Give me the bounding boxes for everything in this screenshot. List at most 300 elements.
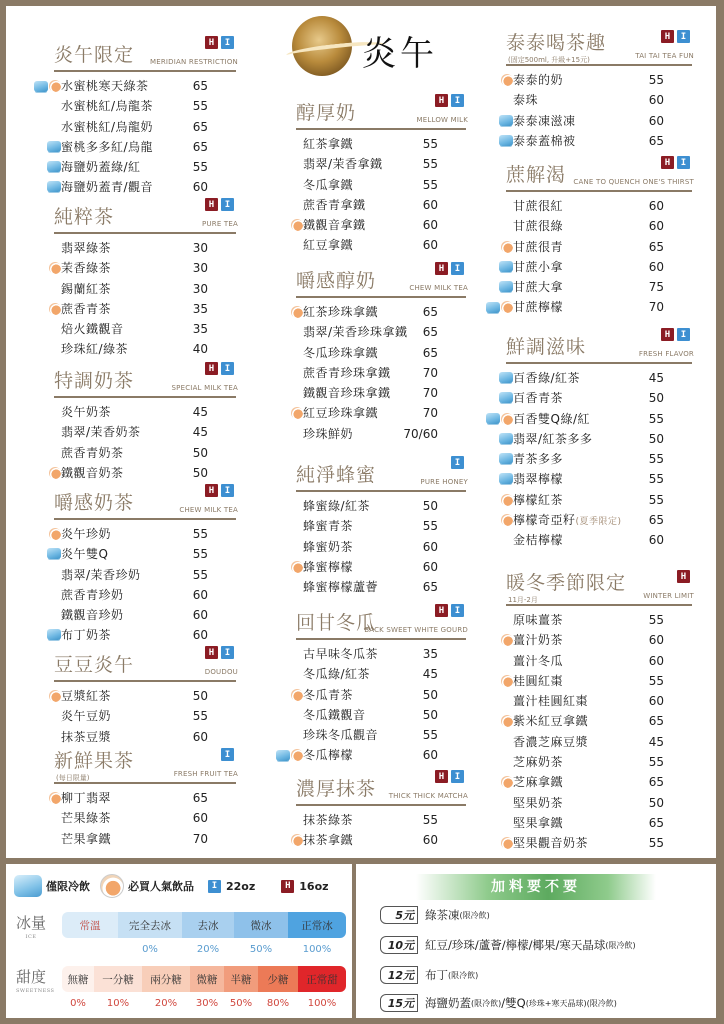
item-price: 70 xyxy=(648,300,664,315)
menu-item-list xyxy=(20,686,246,747)
menu-item[interactable] xyxy=(20,117,246,137)
addon-name: 綠茶凍 xyxy=(425,908,460,922)
thumbs-up-icon xyxy=(49,467,61,479)
thumbs-up-icon xyxy=(501,514,513,526)
item-price: 65 xyxy=(192,139,208,154)
size-badges xyxy=(435,770,464,783)
addons-title: 加料要不要 xyxy=(416,874,656,900)
menu-item[interactable] xyxy=(20,565,246,585)
ice-cube-icon xyxy=(47,548,61,559)
scale-percentage: 80% xyxy=(266,998,290,1009)
menu-item[interactable] xyxy=(472,630,702,650)
item-price: 60 xyxy=(422,539,438,554)
ice-cube-icon xyxy=(499,281,513,292)
item-icons xyxy=(499,392,513,403)
thumbs-up-icon xyxy=(291,306,303,318)
item-price: 50 xyxy=(422,499,438,513)
scale-level: 少糖 xyxy=(258,966,298,992)
thumbs-up-icon xyxy=(291,219,303,231)
menu-item[interactable] xyxy=(262,705,476,725)
addon-item xyxy=(380,994,617,1012)
item-price: 30 xyxy=(192,281,208,296)
item-name: 泰泰凍滋凍 xyxy=(513,113,576,128)
item-name: 炎午雙Q xyxy=(61,547,109,562)
item-icons xyxy=(49,467,61,479)
thumbs-up-icon xyxy=(49,303,61,315)
menu-item[interactable] xyxy=(20,829,246,849)
item-price: 55 xyxy=(422,519,438,534)
hot-badge-icon: H xyxy=(435,770,448,783)
section-header xyxy=(54,362,236,398)
menu-item[interactable] xyxy=(262,424,476,444)
legend-panel xyxy=(6,864,352,1018)
hot-badge-icon: H xyxy=(205,36,218,49)
menu-item[interactable] xyxy=(472,368,702,388)
menu-item[interactable] xyxy=(262,745,476,765)
menu-item[interactable] xyxy=(472,90,702,110)
thumbs-up-icon xyxy=(49,528,61,540)
item-name: 冬瓜綠/紅茶 xyxy=(303,667,371,682)
section-english-title: WINTER LIMIT xyxy=(643,592,694,600)
hot-badge-icon: H xyxy=(435,94,448,107)
menu-item[interactable] xyxy=(472,70,702,90)
item-icons xyxy=(291,561,303,573)
cold-only-label: 僅限冷飲 xyxy=(46,880,90,893)
item-price: 45 xyxy=(192,405,208,419)
item-name: 青茶多多 xyxy=(513,452,564,467)
section-title: 嚼感醇奶 xyxy=(296,270,377,292)
item-price: 65 xyxy=(648,714,664,729)
item-name: 堅果奶茶 xyxy=(513,795,564,810)
item-price: 50 xyxy=(648,391,664,406)
item-price: 30 xyxy=(192,241,208,255)
item-price: 60 xyxy=(648,93,664,108)
size-badges xyxy=(435,604,464,617)
item-icons xyxy=(291,219,303,231)
item-icons xyxy=(34,80,61,92)
menu-section xyxy=(262,456,476,597)
section-english-title: SPECIAL MILK TEA xyxy=(171,384,238,392)
menu-item[interactable] xyxy=(472,469,702,489)
hot-badge-icon: H xyxy=(661,328,674,341)
item-price: 55 xyxy=(192,709,208,724)
menu-item[interactable] xyxy=(472,752,702,772)
menu-item[interactable] xyxy=(20,727,246,747)
section-header xyxy=(296,604,466,640)
brand-logo xyxy=(284,14,444,84)
ice-level-percentages xyxy=(62,944,346,955)
menu-item[interactable] xyxy=(20,585,246,605)
item-icons xyxy=(291,306,303,318)
sweetness-level-percentages xyxy=(62,998,346,1009)
section-english-title: TAI TAI TEA FUN xyxy=(635,52,694,60)
icon-legend xyxy=(14,874,329,898)
item-price: 40 xyxy=(192,342,208,357)
menu-item[interactable] xyxy=(472,651,702,671)
section-title: 泰泰喝茶趣 xyxy=(506,32,607,54)
menu-item[interactable] xyxy=(472,772,702,792)
menu-item-list xyxy=(472,196,702,318)
menu-item[interactable] xyxy=(20,96,246,116)
menu-item[interactable] xyxy=(472,711,702,731)
menu-item[interactable] xyxy=(20,524,246,544)
item-price: 50 xyxy=(192,465,208,480)
item-price: 60 xyxy=(192,811,208,826)
menu-section xyxy=(262,94,476,256)
item-name: 薑汁桂圓紅棗 xyxy=(513,694,589,709)
iced-badge-icon: I xyxy=(451,604,464,617)
item-name: 鐵觀音奶茶 xyxy=(61,465,124,480)
item-price: 50 xyxy=(192,445,208,460)
menu-item[interactable] xyxy=(472,490,702,510)
menu-section xyxy=(20,362,246,483)
iced-badge-icon: I xyxy=(451,94,464,107)
item-icons xyxy=(499,261,513,272)
item-price: 55 xyxy=(648,411,664,426)
ice-cube-icon xyxy=(499,135,513,146)
menu-item[interactable] xyxy=(20,463,246,483)
menu-section xyxy=(20,646,246,747)
menu-item[interactable] xyxy=(262,557,476,577)
item-icons xyxy=(499,115,513,126)
section-header xyxy=(54,484,236,520)
item-icons xyxy=(486,301,513,313)
hot-size: 16oz xyxy=(299,879,329,893)
menu-item[interactable] xyxy=(262,175,476,195)
item-price: 45 xyxy=(648,734,664,749)
menu-item[interactable] xyxy=(262,685,476,705)
menu-item[interactable] xyxy=(472,610,702,630)
menu-item[interactable] xyxy=(262,577,476,597)
item-name: 冬瓜青茶 xyxy=(303,687,354,702)
item-name: 布丁奶茶 xyxy=(61,628,112,643)
iced-size: 22oz xyxy=(226,879,256,893)
item-name: 泰泰的奶 xyxy=(513,73,564,87)
item-name: 蜂蜜檸檬 xyxy=(303,559,354,574)
menu-item-list xyxy=(262,302,476,444)
item-name: 泰珠 xyxy=(513,93,539,108)
size-badges xyxy=(221,748,234,761)
menu-item[interactable] xyxy=(262,725,476,745)
menu-item[interactable] xyxy=(262,302,476,322)
thumbs-up-icon xyxy=(501,837,513,849)
thumbs-up-icon xyxy=(501,675,513,687)
item-name: 珍珠冬瓜觀音 xyxy=(303,728,379,743)
iced-badge-icon: I xyxy=(451,770,464,783)
menu-section xyxy=(262,262,476,444)
item-icons xyxy=(501,74,513,86)
item-name: 抹茶豆漿 xyxy=(61,729,112,744)
item-name: 芒果拿鐵 xyxy=(61,831,112,846)
item-price: 65 xyxy=(192,79,208,93)
section-title: 濃厚抹茶 xyxy=(296,778,377,800)
item-name: 海鹽奶蓋綠/紅 xyxy=(61,160,141,175)
scale-percentage: 20% xyxy=(154,998,178,1009)
iced-badge-icon: I xyxy=(221,36,234,49)
menu-item[interactable] xyxy=(20,402,246,422)
item-icons xyxy=(49,792,61,804)
item-name: 堅果拿鐵 xyxy=(513,815,564,830)
menu-item[interactable] xyxy=(20,137,246,157)
section-subtitle: 11月-2月 xyxy=(508,596,538,604)
menu-item[interactable] xyxy=(472,409,702,429)
menu-item[interactable] xyxy=(262,830,476,850)
menu-item[interactable] xyxy=(262,403,476,423)
menu-item[interactable] xyxy=(262,537,476,557)
thumbs-up-icon xyxy=(501,413,513,425)
item-icons xyxy=(47,161,61,172)
thumbs-up-icon xyxy=(49,690,61,702)
item-price: 35 xyxy=(422,647,438,661)
item-price: 50 xyxy=(648,795,664,810)
item-price: 30 xyxy=(192,261,208,276)
item-name: 泰泰蓋棉被 xyxy=(513,133,576,148)
item-name: 翡翠檸檬 xyxy=(513,472,564,487)
section-header xyxy=(296,770,466,806)
menu-item[interactable] xyxy=(20,339,246,359)
hot-badge-icon: H xyxy=(677,570,690,583)
menu-item[interactable] xyxy=(262,154,476,174)
menu-item[interactable] xyxy=(472,429,702,449)
menu-item[interactable] xyxy=(262,215,476,235)
section-title: 純淨蜂蜜 xyxy=(296,464,377,486)
ice-cube-icon xyxy=(47,161,61,172)
item-price: 55 xyxy=(648,492,664,507)
menu-item[interactable] xyxy=(262,644,476,664)
item-price: 55 xyxy=(192,567,208,582)
hot-badge-icon: H xyxy=(205,362,218,375)
item-price: 60 xyxy=(648,633,664,648)
item-price: 55 xyxy=(192,547,208,562)
size-badges xyxy=(661,30,690,43)
menu-item[interactable] xyxy=(262,664,476,684)
ice-cube-icon xyxy=(14,875,42,897)
item-price: 60 xyxy=(192,608,208,623)
menu-item[interactable] xyxy=(20,319,246,339)
item-name: 薑汁冬瓜 xyxy=(513,653,564,668)
ice-cube-icon xyxy=(499,473,513,484)
item-price: 45 xyxy=(648,371,664,385)
hot-badge-icon: H xyxy=(281,880,294,893)
addon-item xyxy=(380,936,636,954)
scale-percentage: 0% xyxy=(142,944,158,955)
addon-price: 12元 xyxy=(380,966,418,984)
menu-item[interactable] xyxy=(20,605,246,625)
addon-name: 布丁 xyxy=(425,968,448,982)
item-name: 抹茶綠茶 xyxy=(303,813,354,827)
addon-price: 5元 xyxy=(380,906,418,924)
menu-item[interactable] xyxy=(472,813,702,833)
item-name: 蜂蜜綠/紅茶 xyxy=(303,499,371,513)
item-icons xyxy=(499,433,513,444)
section-header xyxy=(506,570,692,606)
menu-section xyxy=(20,198,246,360)
menu-item[interactable] xyxy=(472,196,702,216)
menu-item[interactable] xyxy=(20,808,246,828)
item-price: 60 xyxy=(422,197,438,212)
item-price: 60 xyxy=(648,219,664,234)
addon-item xyxy=(380,966,478,984)
item-price: 45 xyxy=(422,667,438,682)
item-icons xyxy=(501,494,513,506)
size-badges xyxy=(677,570,690,583)
item-name: 茉香綠茶 xyxy=(61,261,112,276)
thumbs-up-icon xyxy=(501,241,513,253)
menu-item[interactable] xyxy=(472,671,702,691)
menu-item[interactable] xyxy=(472,510,702,530)
menu-section xyxy=(262,770,476,851)
menu-item[interactable] xyxy=(20,443,246,463)
iced-badge-icon: I xyxy=(208,880,221,893)
iced-badge-icon: I xyxy=(221,198,234,211)
section-english-title: FRESH FRUIT TEA xyxy=(173,770,238,778)
menu-item[interactable] xyxy=(472,216,702,236)
item-price: 60 xyxy=(422,833,438,848)
item-name: 冬瓜檸檬 xyxy=(303,748,354,763)
ice-cube-icon xyxy=(499,433,513,444)
menu-item[interactable] xyxy=(20,279,246,299)
menu-item[interactable] xyxy=(262,134,476,154)
ice-cube-icon xyxy=(486,413,500,424)
section-header xyxy=(54,646,236,682)
iced-badge-icon: I xyxy=(221,362,234,375)
menu-item[interactable] xyxy=(472,388,702,408)
menu-item[interactable] xyxy=(20,422,246,442)
menu-item[interactable] xyxy=(262,343,476,363)
hot-badge-icon: H xyxy=(435,262,448,275)
item-price: 35 xyxy=(192,322,208,337)
section-english-title: PURE TEA xyxy=(202,220,238,228)
section-title: 純粹茶 xyxy=(54,206,115,228)
item-price: 65 xyxy=(422,345,438,360)
menu-item[interactable] xyxy=(472,449,702,469)
menu-item[interactable] xyxy=(20,238,246,258)
menu-item[interactable] xyxy=(472,691,702,711)
menu-item[interactable] xyxy=(20,258,246,278)
menu-item[interactable] xyxy=(262,496,476,516)
menu-item[interactable] xyxy=(472,257,702,277)
item-icons xyxy=(49,528,61,540)
menu-item[interactable] xyxy=(20,686,246,706)
menu-item[interactable] xyxy=(472,793,702,813)
menu-item[interactable] xyxy=(472,530,702,550)
item-name: 蜂蜜青茶 xyxy=(303,519,354,534)
item-name: 柳丁翡翠 xyxy=(61,791,112,805)
scale-level: 半糖 xyxy=(224,966,258,992)
section-header xyxy=(506,156,692,192)
item-name: 海鹽奶蓋青/觀音 xyxy=(61,180,154,195)
iced-badge-icon: I xyxy=(221,748,234,761)
thumbs-up-icon xyxy=(501,301,513,313)
thumbs-up-icon xyxy=(100,874,124,898)
item-icons xyxy=(291,689,303,701)
item-price: 60 xyxy=(192,587,208,602)
menu-item[interactable] xyxy=(20,299,246,319)
item-name: 甘蔗很青 xyxy=(513,239,564,254)
item-price: 65 xyxy=(648,815,664,830)
iced-badge-icon: I xyxy=(221,484,234,497)
section-title: 蔗解渴 xyxy=(506,164,567,186)
item-icons xyxy=(501,715,513,727)
section-header xyxy=(54,198,236,234)
thumbs-up-icon xyxy=(291,749,303,761)
menu-item[interactable] xyxy=(472,833,702,853)
section-title: 回甘冬瓜 xyxy=(296,612,377,634)
section-title: 新鮮果茶 xyxy=(54,750,135,772)
item-price: 55 xyxy=(192,527,208,541)
menu-item[interactable] xyxy=(472,277,702,297)
size-badges xyxy=(435,262,464,275)
thumbs-up-icon xyxy=(49,792,61,804)
menu-item[interactable] xyxy=(20,157,246,177)
addon-item xyxy=(380,906,490,924)
menu-item[interactable] xyxy=(262,195,476,215)
menu-item[interactable] xyxy=(262,383,476,403)
item-icons xyxy=(49,262,61,274)
item-price: 70 xyxy=(422,406,438,421)
menu-item[interactable] xyxy=(472,297,702,317)
menu-item-list xyxy=(472,70,702,151)
item-name: 蜜桃多多紅/烏龍 xyxy=(61,139,154,154)
size-badges xyxy=(205,198,234,211)
menu-item[interactable] xyxy=(20,177,246,197)
menu-item[interactable] xyxy=(472,732,702,752)
menu-item[interactable] xyxy=(472,111,702,131)
item-price: 70 xyxy=(422,386,438,401)
menu-item[interactable] xyxy=(262,516,476,536)
section-header xyxy=(296,456,466,492)
iced-badge-icon: I xyxy=(677,156,690,169)
menu-item[interactable] xyxy=(20,788,246,808)
item-price: 55 xyxy=(422,137,438,151)
item-name: 豆漿紅茶 xyxy=(61,689,112,703)
sweetness-level-bar xyxy=(62,966,346,992)
menu-item[interactable] xyxy=(472,237,702,257)
menu-item-list xyxy=(20,788,246,849)
item-name: 翡翠綠茶 xyxy=(61,241,112,255)
item-icons xyxy=(501,675,513,687)
menu-item[interactable] xyxy=(20,544,246,564)
menu-item[interactable] xyxy=(20,625,246,645)
section-english-title: BACK SWEET WHITE GOURD xyxy=(364,626,468,634)
menu-section xyxy=(262,604,476,766)
hot-badge-icon: H xyxy=(661,30,674,43)
item-icons xyxy=(499,473,513,484)
menu-item[interactable] xyxy=(472,131,702,151)
menu-section xyxy=(20,748,246,849)
item-icons xyxy=(47,629,61,640)
menu-item[interactable] xyxy=(262,235,476,255)
item-price: 60 xyxy=(648,694,664,709)
menu-section xyxy=(472,30,702,151)
scale-percentage: 10% xyxy=(106,998,130,1009)
scale-level: 完全去冰 xyxy=(118,912,182,938)
size-badges xyxy=(205,362,234,375)
item-price: 60 xyxy=(422,559,438,574)
item-name: 堅果觀音奶茶 xyxy=(513,836,589,851)
menu-item[interactable] xyxy=(262,322,476,342)
size-badges xyxy=(661,156,690,169)
menu-item[interactable] xyxy=(20,706,246,726)
item-price: 55 xyxy=(422,157,438,172)
item-icons xyxy=(501,837,513,849)
menu-item[interactable] xyxy=(20,76,246,96)
section-english-title: FRESH FLAVOR xyxy=(638,350,694,358)
section-title: 炎午限定 xyxy=(54,44,135,66)
ice-scale-label: 冰量 ICE xyxy=(16,914,47,940)
menu-item[interactable] xyxy=(262,810,476,830)
menu-item[interactable] xyxy=(262,363,476,383)
